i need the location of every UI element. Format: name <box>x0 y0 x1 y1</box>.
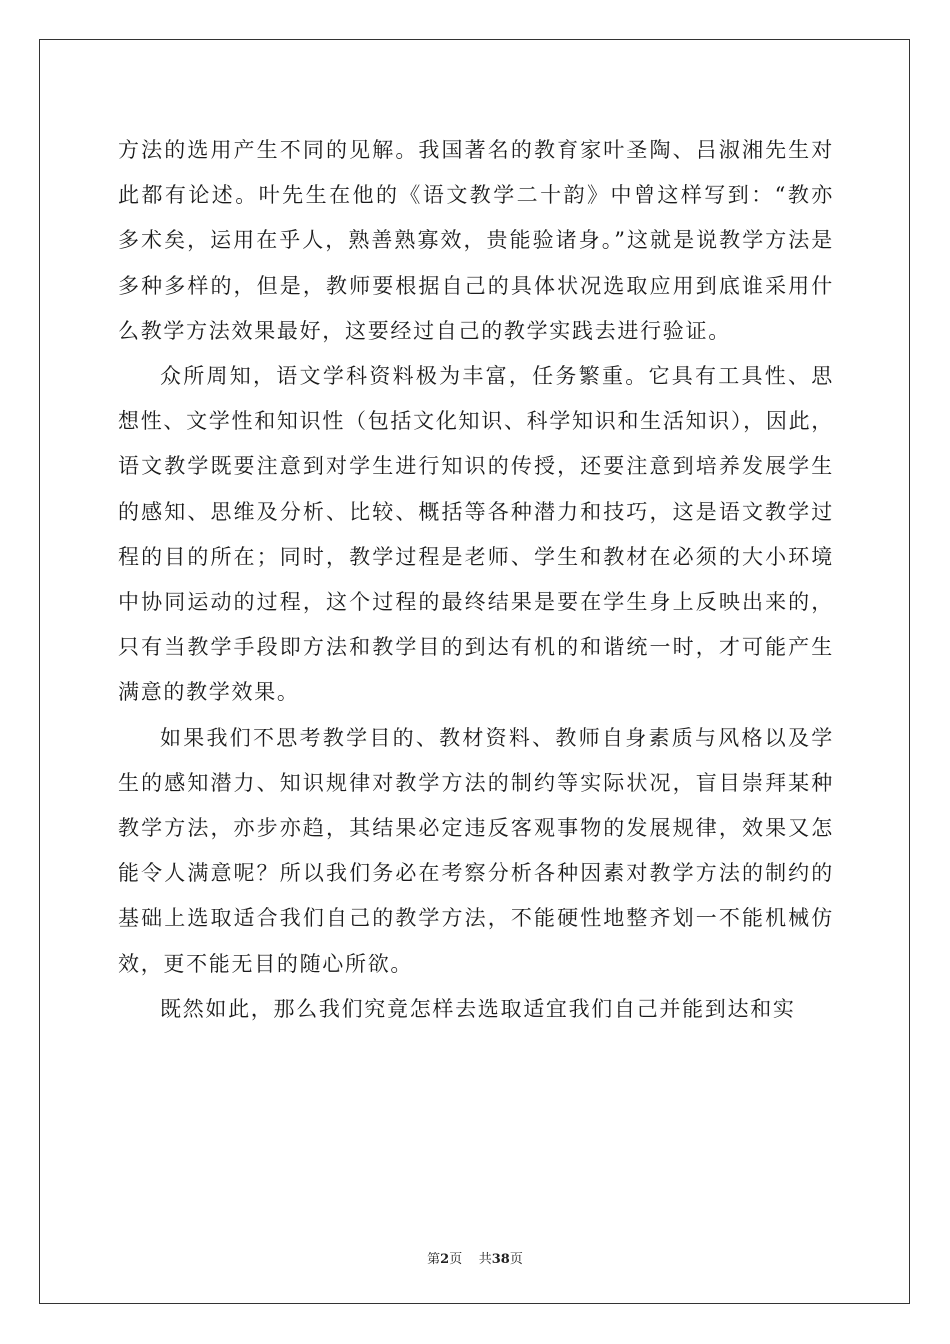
paragraph-2: 众所周知，语文学科资料极为丰富，任务繁重。它具有工具性、思想性、文学性和知识性（包括文化知识、科学知识和生活知识），因此，语文教学既要注意到对学生进行知识的传授，还要注意到培养发展学生的感知、思维及分析、比较、概括等各种潜力和技巧，这是语文教学过程的目的所在；同时，教学过程是老师、学生和教材在必须的大小环境中协同运动的过程，这个过程的最终结果是要在学生身上反映出来的，只有当教学手段即方法和教学目的到达有机的和谐统一时，才可能产生满意的教学效果。 <box>118 364 834 705</box>
page-prefix: 第 <box>427 1252 441 1267</box>
page-number: 2 <box>440 1252 450 1267</box>
paragraph-3: 如果我们不思考教学目的、教材资料、教师自身素质与风格以及学生的感知潜力、知识规律对教学方法的制约等实际状况，盲目崇拜某种教学方法，亦步亦趋，其结果必定违反客观事物的发展规律，效果又怎能令人满意呢？所以我们务必在考察分析各种因素对教学方法的制约的基础上选取适合我们自己的教学方法，不能硬性地整齐划一不能机械仿效，更不能无目的随心所欲。 <box>118 725 834 976</box>
page-footer <box>0 1248 950 1267</box>
paragraph-4: 既然如此，那么我们究竟怎样去选取适宜我们自己并能到达和实 <box>160 996 796 1021</box>
total-pages: 38 <box>491 1252 510 1267</box>
paragraph-1: 方法的选用产生不同的见解。我国著名的教育家叶圣陶、吕淑湘先生对此都有论述。叶先生在他的《语文教学二十韵》中曾这样写到：“教亦多术矣，运用在乎人，熟善熟寡效，贵能验诸身。”这就是说教学方法是多种多样的，但是，教师要根据自己的具体状况选取应用到底谁采用什么教学方法效果最好，这要经过自己的教学实践去进行验证。 <box>118 138 834 343</box>
document-body <box>118 128 834 1032</box>
total-suffix: 页 <box>509 1252 523 1267</box>
total-prefix: 共 <box>478 1252 492 1267</box>
page-suffix: 页 <box>449 1252 463 1267</box>
